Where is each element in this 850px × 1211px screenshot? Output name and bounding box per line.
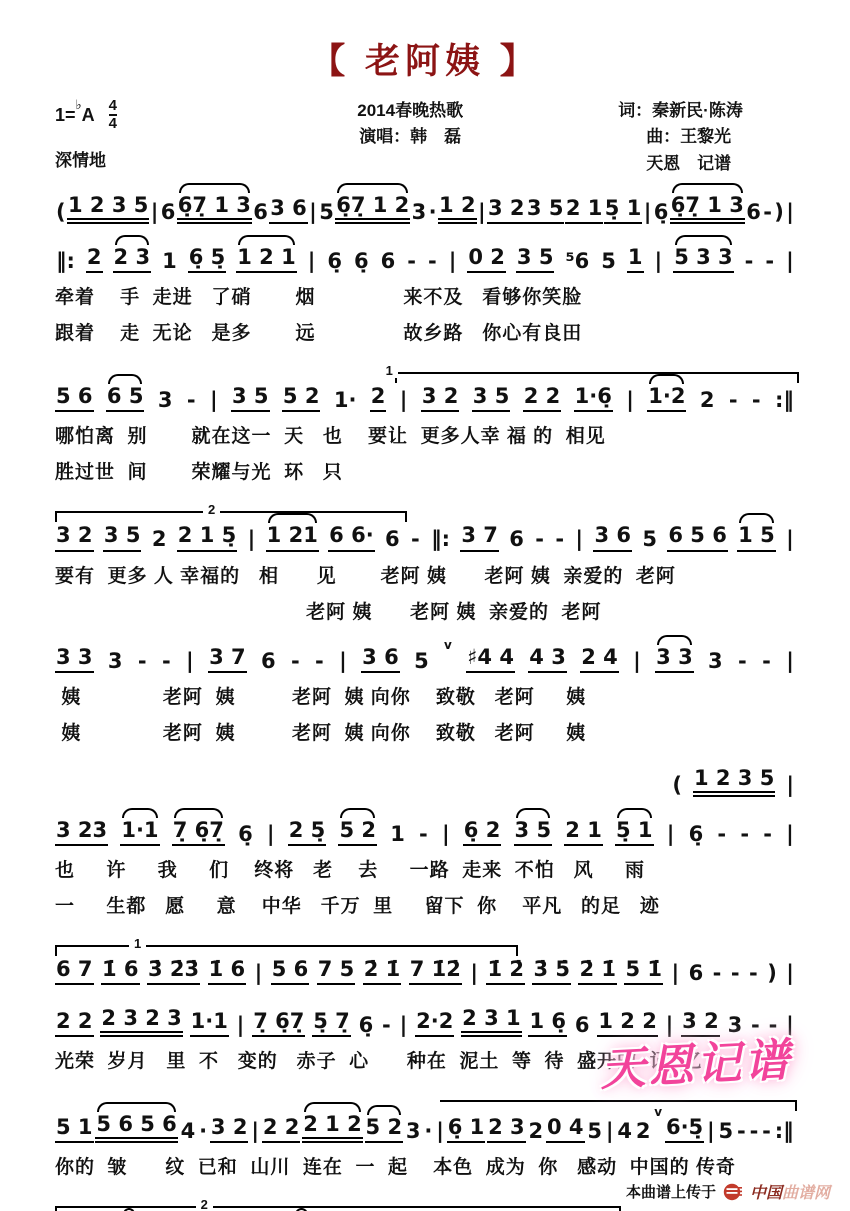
- note: 6 5 6: [667, 523, 727, 551]
- credits-block: [558, 98, 795, 177]
- note: 6̣ 5̣: [188, 245, 227, 273]
- note: 6̣7̣ 1 2: [335, 193, 410, 224]
- note: 5 6: [271, 957, 310, 985]
- note: 1̇ 6: [208, 957, 247, 985]
- note: ♯4 4: [466, 645, 515, 673]
- note: 3 5: [514, 818, 553, 846]
- note: 2 3: [487, 1115, 526, 1143]
- note: 2 1: [565, 196, 604, 224]
- lyrics-line: 哪怕离 别 就在这一 天 也 要让 更多人幸 福 的 相见: [55, 426, 606, 448]
- note: -: [411, 527, 420, 552]
- note: ·: [428, 200, 437, 225]
- note: 2 3: [113, 245, 152, 273]
- note: 3: [107, 648, 123, 673]
- note: 6̣: [327, 249, 343, 274]
- note: 6̣: [688, 821, 704, 846]
- note: -: [161, 648, 171, 673]
- note: 1 21: [266, 523, 319, 551]
- lyricist: 词：秦新民·陈涛: [618, 101, 743, 120]
- score-line: [55, 818, 795, 918]
- site-name-bold: 中国: [749, 1185, 782, 1202]
- quku-logo-icon: [723, 1182, 743, 1202]
- note: 4 3: [528, 645, 567, 673]
- note: |: [707, 1119, 715, 1144]
- note: :‖: [775, 388, 794, 413]
- key-signature-block: [55, 98, 262, 177]
- note: 1: [162, 249, 177, 274]
- note: -: [407, 249, 416, 274]
- note: 1: [627, 245, 644, 273]
- note: |: [236, 1013, 245, 1038]
- note: 5 6: [55, 384, 94, 412]
- note: 3 2: [421, 384, 460, 412]
- note: |: [254, 961, 263, 986]
- note: 0 4: [546, 1115, 585, 1143]
- note: 2: [370, 384, 387, 412]
- note: ): [767, 961, 777, 986]
- note: 2: [699, 388, 715, 413]
- score-line: [55, 1094, 795, 1179]
- note: -: [555, 527, 565, 552]
- note: ·: [199, 1119, 208, 1144]
- note: 2: [635, 1119, 651, 1144]
- note: 2 4: [580, 645, 619, 673]
- note: 5: [718, 1119, 734, 1144]
- lyrics-line: 跟着 走 无论 是多 远 故乡路 你心有良田: [55, 323, 583, 345]
- note: 6 5: [106, 384, 145, 412]
- note: -: [535, 527, 544, 552]
- note: 2: [528, 1119, 544, 1144]
- note: 3: [405, 1119, 421, 1144]
- volta-bracket: [55, 936, 795, 957]
- note: |: [633, 648, 641, 673]
- note: 3 23: [55, 818, 108, 846]
- note: ): [774, 200, 784, 225]
- note: |: [786, 961, 794, 986]
- note: ‖:: [431, 527, 451, 552]
- note: |: [441, 821, 450, 846]
- note: 2̇ 1̇: [578, 957, 617, 985]
- note: -: [762, 1119, 771, 1144]
- note: 1 2 3 5: [693, 766, 775, 797]
- note: 6: [380, 249, 396, 274]
- note: 6̣: [653, 200, 669, 225]
- note: 3 7: [208, 645, 247, 673]
- note: -: [728, 388, 738, 413]
- note: 0 2: [467, 245, 506, 273]
- note: -: [749, 1119, 759, 1144]
- note: 6: [509, 527, 524, 552]
- note: -: [768, 1013, 778, 1038]
- note: |: [251, 1119, 259, 1144]
- score-line: [55, 245, 795, 345]
- note: |: [436, 1119, 444, 1144]
- note: 2: [151, 527, 167, 552]
- lyrics-line: 要有 更多 人 幸福的 相 见 老阿 姨 老阿 姨 亲爱的 老阿: [55, 565, 676, 587]
- note: 3̇ 5̇: [532, 957, 571, 985]
- note: 2 1 5̣: [177, 523, 237, 551]
- note: v: [654, 1105, 663, 1120]
- footer-attribution: [626, 1180, 830, 1203]
- note: 5̣ 7̣: [312, 1009, 351, 1037]
- note: 5 2: [282, 384, 321, 412]
- note: 3 5: [231, 384, 270, 412]
- lyrics-line: 一 生都 愿 意 中华 千万 里 留下 你 平凡 的足 迹: [55, 896, 660, 918]
- note: 3 6: [269, 196, 308, 224]
- note: 5 2: [365, 1115, 404, 1143]
- note: |: [477, 200, 486, 225]
- note: |: [786, 772, 794, 797]
- note: 6: [253, 200, 268, 225]
- site-name: [750, 1180, 830, 1203]
- note: 7̣ 6̣7̣: [252, 1009, 305, 1037]
- note: 6: [688, 961, 704, 986]
- note: 3: [708, 648, 723, 673]
- note: -: [749, 961, 758, 986]
- score-line: [55, 766, 795, 797]
- note: |: [399, 1013, 408, 1038]
- note: |: [786, 1013, 794, 1038]
- note: -: [763, 200, 772, 225]
- note: |: [209, 388, 218, 413]
- note: |: [666, 821, 675, 846]
- notes-row: [55, 384, 795, 412]
- note: 6: [746, 200, 761, 225]
- note: |: [186, 648, 194, 673]
- note: 3 6: [361, 645, 400, 673]
- score-line: [55, 502, 795, 623]
- note: |: [470, 961, 479, 986]
- note: -: [137, 648, 147, 673]
- transcriber: 天恩 记谱: [646, 153, 732, 173]
- note: ‖:: [56, 249, 75, 274]
- note: 6 7: [55, 957, 94, 985]
- volta-label: 2: [196, 1197, 213, 1211]
- note: 5̣ 1: [615, 818, 654, 846]
- note: 6: [160, 200, 176, 225]
- note: 3: [727, 1013, 743, 1038]
- lyrics-line: 光荣 岁月 里 不 变的 赤子 心 种在 泥土 等 待 盛开的 记 忆: [55, 1051, 703, 1073]
- note: 3 2: [210, 1115, 249, 1143]
- note: 6·5̣: [665, 1115, 704, 1143]
- key-text: 1=♭A: [55, 96, 95, 125]
- note: |: [307, 249, 316, 274]
- note: 5: [601, 249, 616, 274]
- notes-row: [55, 193, 795, 224]
- note: 6: [385, 527, 400, 552]
- volta-bracket: [55, 1197, 617, 1211]
- note: |: [339, 648, 347, 673]
- note: -: [751, 1013, 760, 1038]
- note: 5: [642, 527, 657, 552]
- note: 4: [180, 1119, 196, 1144]
- note: |: [266, 821, 275, 846]
- note: 6: [260, 648, 276, 673]
- note: ·: [424, 1119, 433, 1144]
- volta-label: 2: [203, 502, 220, 517]
- lyrics-line: 也 许 我 们 终将 老 去 一路 走来 不怕 风 雨: [55, 860, 645, 882]
- note: 6̣7̣ 1 3: [177, 193, 252, 224]
- note: -: [290, 648, 300, 673]
- subtitle: 2014春晚热歌: [357, 101, 464, 120]
- note: 7 5: [317, 957, 356, 985]
- note: 1·1: [120, 818, 159, 846]
- footer-prefix: 本曲谱上传于: [625, 1184, 716, 1201]
- note: 2: [86, 245, 103, 273]
- note: 3 7: [460, 523, 499, 551]
- note: 1̇ 2̇: [486, 957, 525, 985]
- note: 6̣: [354, 249, 369, 274]
- notes-row: [55, 957, 795, 985]
- note: -: [737, 1119, 746, 1144]
- note: 6: [574, 1013, 590, 1038]
- note: 1 2 2: [597, 1009, 657, 1037]
- note: -: [382, 1013, 391, 1038]
- volta-bracket: [55, 363, 795, 384]
- note: 7̣ 6̣7̣: [172, 818, 225, 846]
- note: 6̣ 2: [463, 818, 502, 846]
- note: |: [150, 200, 159, 225]
- note: 1 6̣: [528, 1009, 567, 1037]
- note: 5: [587, 1119, 602, 1144]
- subtitle-block: [262, 98, 558, 177]
- note: 1: [390, 821, 405, 846]
- lyrics-line: 胜过世 间 荣耀与光 环 只: [55, 462, 343, 484]
- note: 7 1̇2̇: [409, 957, 462, 985]
- note: |: [626, 388, 634, 413]
- notes-row: [55, 818, 795, 846]
- note: -: [765, 249, 775, 274]
- note: |: [786, 527, 794, 552]
- note: 5 6 5 6: [95, 1112, 177, 1143]
- note: |: [786, 821, 794, 846]
- note: 5: [319, 200, 334, 225]
- note: 3: [411, 200, 427, 225]
- note: -: [717, 821, 727, 846]
- note: 1 2 3 5: [67, 193, 149, 224]
- note: |: [575, 527, 584, 552]
- note: 1 2 1: [236, 245, 296, 273]
- volta-label: 1: [381, 363, 398, 378]
- note: 2 3 1: [461, 1006, 521, 1037]
- note: |: [786, 249, 794, 274]
- note: 2 2: [262, 1115, 301, 1143]
- singer: 演唱：韩 磊: [359, 127, 462, 147]
- note: 2 5̣: [288, 818, 327, 846]
- note: |: [309, 200, 317, 225]
- site-name-light: 曲谱网: [781, 1185, 830, 1202]
- note: 2 1 2: [302, 1112, 362, 1143]
- note: 3 2: [55, 523, 94, 551]
- note: 6̣7̣ 1 3: [670, 193, 745, 224]
- note: -: [427, 249, 437, 274]
- note: 3̇ 2̇3̇: [147, 957, 200, 985]
- lyrics-line: 你的 皱 纹 已和 山川 连在 一 起 本色 成为 你 感动 中国的 传奇: [55, 1157, 736, 1179]
- note: -: [186, 388, 196, 413]
- note: 6̣: [358, 1013, 374, 1038]
- note: 1·1: [190, 1009, 229, 1037]
- note: 1·2: [647, 384, 686, 412]
- note: 2 2: [55, 1009, 94, 1037]
- note: :‖: [774, 1119, 794, 1144]
- note: 3 5: [103, 523, 142, 551]
- score-line: [55, 193, 795, 224]
- note: 2·2: [415, 1009, 454, 1037]
- note: 2̇ 1̇: [363, 957, 402, 985]
- note: 1 5: [737, 523, 776, 551]
- note: 3 2: [487, 196, 526, 224]
- note: 1·: [333, 388, 357, 413]
- note: |: [654, 249, 663, 274]
- time-signature: 4 4: [108, 97, 118, 132]
- note: -: [763, 821, 772, 846]
- note: 5 1: [55, 1115, 94, 1143]
- key-signature: [55, 98, 262, 132]
- volta-bracket: [55, 502, 795, 523]
- note: -: [751, 388, 761, 413]
- note: 5 2: [338, 818, 377, 846]
- note: ⁵6: [565, 249, 590, 274]
- lyrics-line: 老阿 姨 老阿 姨 亲爱的 老阿: [55, 601, 602, 623]
- note: 4: [617, 1119, 632, 1144]
- note: (: [672, 772, 682, 797]
- note: 6 6·: [328, 523, 375, 551]
- note: |: [247, 527, 256, 552]
- note: 2 2: [523, 384, 562, 412]
- note: |: [448, 249, 457, 274]
- note: |: [605, 1119, 614, 1144]
- note: 3 2: [681, 1009, 720, 1037]
- note: 3 5: [472, 384, 511, 412]
- lyrics-line: 姨 老阿 姨 老阿 姨 向你 致敬 老阿 姨: [55, 722, 587, 744]
- note: |: [786, 648, 794, 673]
- note: -: [762, 648, 771, 673]
- note: |: [665, 1013, 674, 1038]
- note: 5: [414, 648, 429, 673]
- watermark: 天恩记谱: [598, 1034, 794, 1095]
- note: 3 5: [526, 196, 565, 224]
- note: 3 6: [593, 523, 632, 551]
- volta-label: 1: [129, 936, 146, 951]
- lyrics-line: 姨 老阿 姨 老阿 姨 向你 致敬 老阿 姨: [55, 686, 587, 708]
- note: 5 1̇: [624, 957, 663, 985]
- note: v: [444, 637, 452, 652]
- note: -: [712, 961, 722, 986]
- note: 5 3 3: [673, 245, 733, 273]
- note: 3: [157, 388, 173, 413]
- note: 2 1: [564, 818, 603, 846]
- note: 3 3: [655, 645, 694, 673]
- notes-row: [55, 637, 795, 673]
- meta-row: [55, 98, 795, 177]
- lyrics-line: 牵着 手 走进 了硝 烟 来不及 看够你笑脸: [55, 287, 583, 309]
- note: -: [744, 249, 754, 274]
- note: -: [740, 821, 750, 846]
- note: |: [786, 200, 794, 225]
- note: 3 3: [55, 645, 94, 673]
- note: 1 2: [438, 193, 477, 224]
- note: 3 5: [516, 245, 555, 273]
- note: -: [419, 821, 428, 846]
- expression-marking: 深情地: [55, 150, 106, 170]
- note: (: [56, 200, 66, 225]
- composer: 曲：王黎光: [646, 127, 732, 147]
- notes-row: [55, 245, 795, 273]
- notes-row: [55, 1105, 795, 1144]
- score-line: [55, 637, 795, 745]
- note: 1̇ 6: [101, 957, 140, 985]
- note: 2 3 2 3: [100, 1006, 182, 1037]
- note: 6̣: [238, 821, 253, 846]
- note: -: [730, 961, 740, 986]
- score-line: [55, 936, 795, 986]
- note: 5̣ 1: [604, 196, 643, 224]
- song-title: 【 老阿姨 】: [310, 42, 540, 81]
- note: -: [315, 648, 324, 673]
- note: |: [671, 961, 680, 986]
- score-line: [55, 1197, 617, 1211]
- flat-icon: ♭: [75, 96, 82, 112]
- notes-row: [55, 766, 795, 797]
- note: |: [643, 200, 652, 225]
- note: 1·6̣: [574, 384, 613, 412]
- note: |: [399, 388, 408, 413]
- score-line: [55, 363, 795, 484]
- notes-row: [55, 523, 795, 551]
- note: 6̣ 1: [447, 1115, 486, 1143]
- note: -: [738, 648, 747, 673]
